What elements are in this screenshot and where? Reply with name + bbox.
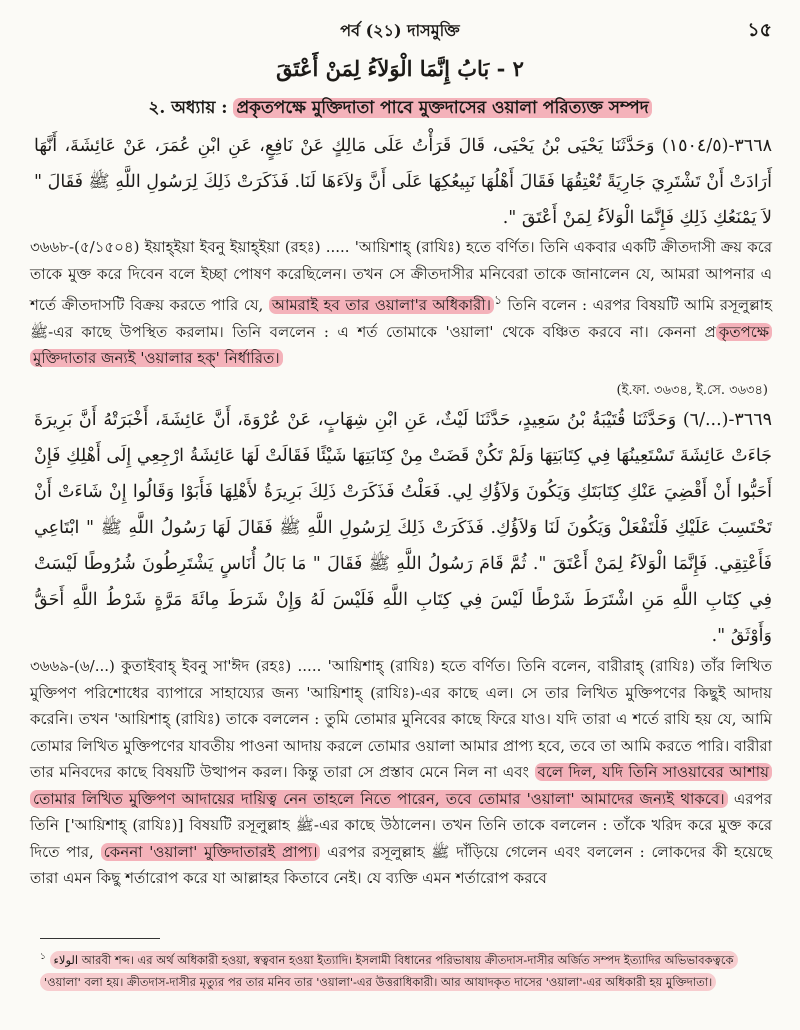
hadith-3668-reference: (ই.ফা. ৩৬৩৪, ই.সে. ৩৬৩৪) (616, 383, 768, 398)
hadith-3669-highlight-2: কেননা 'ওয়ালা' মুক্তিদাতারই প্রাপ্য। (101, 843, 321, 861)
chapter-number: ২. অধ্যায় : (148, 98, 228, 118)
hadith-3669-text-part1: ৩৬৬৯-(৬/...) কুতাইবাহ্ ইবনু সা'ঈদ (রহঃ) ..... 'আয়িশাহ্ (রাযিঃ) হতে বর্ণিত। তিনি বলেন, বারীরাহ্ (রাযিঃ) তাঁর লিখিত মুক্তিপণ পরিশোধের ব্যাপারে সাহায্যের জন্য 'আয়িশাহ্ (রাযিঃ)-এর কাছে এল। সে তার লিখিত মুক্তিপণের কিছুই আদায় করেনি। তখন 'আয়িশাহ্ (রাযিঃ) তাকে বললেন : তুমি তোমার মুনিবের কাছে ফিরে যাও। যদি তারা এ শর্তে রাযি হয় যে, আমি তোমার লিখিত মুক্তিপণের যাবতীয় পাওনা আদায় করলে তোমার ওয়ালা আমার প্রাপ্য হবে, তবে তা আমি করতে পারি। বারীরা তার মনিবদের কাছে বিষয়টি উত্থাপন করল। কিন্তু তারা সে প্রস্তাব মেনে নিল না এবং (30, 657, 772, 781)
hadith-3669-arabic: ٣٦٦٩-(.../٦) وَحَدَّثَنَا قُتَيْبَةُ بْنُ سَعِيدٍ، حَدَّثَنَا لَيْثٌ، عَنِ ابْنِ شِهَابٍ، عَنْ عُرْوَةَ، أَنَّ عَائِشَةَ، أَخْبَرَتْهُ أَنَّ بَرِيرَةَ جَاءَتْ عَائِشَةَ تَسْتَعِينُهَا فِي كِتَابَتِهَا وَلَمْ تَكُنْ قَضَتْ مِنْ كِتَابَتِهَا شَيْئًا فَقَالَتْ لَهَا عَائِشَةُ ارْجِعِي إِلَى أَهْلِكِ فَإِنْ أَحَبُّوا أَنْ أَقْضِيَ عَنْكِ كِتَابَتَكِ وَيَكُونَ وَلاَؤُكِ لِي. فَعَلْتُ فَذَكَرَتْ ذَلِكَ بَرِيرَةُ لأَهْلِهَا فَأَبَوْا وَقَالُوا إِنْ شَاءَتْ أَنْ تَحْتَسِبَ عَلَيْكِ فَلْتَفْعَلْ وَيَكُونَ لَنَا وَلاَؤُكِ. فَذَكَرَتْ ذَلِكَ لِرَسُولِ اللَّهِ ﷺ فَقَالَ لَهَا رَسُولُ اللَّهِ ﷺ " ابْتَاعِي فَأَعْتِقِي. فَإِنَّمَا الْوَلاَءُ لِمَنْ أَعْتَقَ ". ثُمَّ قَامَ رَسُولُ اللَّهِ ﷺ فَقَالَ " مَا بَالُ أُنَاسٍ يَشْتَرِطُونَ شُرُوطًا لَيْسَتْ فِي كِتَابِ اللَّهِ مَنِ اشْتَرَطَ شَرْطًا لَيْسَ فِي كِتَابِ اللَّهِ فَلَيْسَ لَهُ وَإِنْ شَرَطَ مِائَةَ مَرَّةٍ شَرْطُ اللَّهِ أَحَقُّ وَأَوْثَقُ ". (34, 410, 772, 646)
hadith-3669-highlight-1: বলে দিল, যদি তিনি সাওয়াবের আশায় তোমার লিখিত মুক্তিপণ আদায়ের দায়িত্ব নেন তাহলে নিতে পারেন, তবে তোমার 'ওয়ালা' আমাদের জন্যই থাকবে। (30, 763, 772, 808)
page-number: ১৫ (747, 19, 772, 41)
hadith-3669-bengali (30, 653, 772, 892)
hadith-3668-highlight-1: আমরাই হব তার ওয়ালা'র অধিকারী। (269, 296, 494, 314)
hadith-3668-arabic: ٣٦٦٨-(١٥٠٤/٥) وَحَدَّثَنَا يَحْيَى بْنُ يَحْيَى، قَالَ قَرَأْتُ عَلَى مَالِكٍ عَنْ نَافِعٍ، عَنِ ابْنِ عُمَرَ، عَنْ عَائِشَةَ، أَنَّهَا أَرَادَتْ أَنْ تَشْتَرِيَ جَارِيَةً تُعْتِقُهَا فَقَالَ أَهْلُهَا نَبِيعُكِهَا عَلَى أَنَّ وَلاَءَهَا لَنَا. فَذَكَرَتْ ذَلِكَ لِرَسُولِ اللَّهِ ﷺ فَقَالَ " لاَ يَمْنَعُكِ ذَلِكِ فَإِنَّمَا الْوَلاَءُ لِمَنْ أَعْتَقَ ". (34, 136, 772, 228)
chapter-heading-arabic: ٢ - بَابُ إِنَّمَا الْوَلاَءُ لِمَنْ أَعْتَقَ (276, 56, 524, 81)
footnote-reference: ১ (493, 292, 503, 307)
running-header (0, 14, 800, 44)
hadith-3668-bengali (30, 234, 772, 372)
footnote-mark: ১ (40, 952, 46, 962)
hadith-3669-text-part2: এরপর তিনি ['আয়িশাহ্ (রাযিঃ)] বিষয়টি রসূলুল্লাহ ﷺ-এর কাছে উঠালেন। তখন তিনি তাকে বললেন : তাঁকে খরিদ করে মুক্ত করে দিতে পার, (30, 789, 772, 861)
footnote (40, 946, 770, 993)
hadith-3669-text-part3: এরপর রসূলুল্লাহ ﷺ দাঁড়িয়ে গেলেন এবং বললেন : লোকদের কী হয়েছে তারা এমন কিছু শর্তারোপ করে যা আল্লাহর কিতাবে নেই। যে ব্যক্তি এমন শর্তারোপ করবে (30, 842, 772, 887)
hadith-3668-text-part1: ৩৬৬৮-(৫/১৫০৪) ইয়াহ্ইয়া ইবনু ইয়াহ্ইয়া (রহঃ) ..... 'আয়িশাহ্ (রাযিঃ) হতে বর্ণিত। তিনি একবার একটি ক্রীতদাসী ক্রয় করে তাকে মুক্ত করে দিবেন বলে ইচ্ছা পোষণ করেছিলেন। তখন সে ক্রীতদাসীর মনিবেরা তাকে জানালেন যে, আমরা আপনার এ শর্তে ক্রীতদাসটি বিক্রয় করতে পারি যে, (30, 238, 772, 314)
chapter-title-highlight: প্রকৃতপক্ষে মুক্তিদাতা পাবে মুক্তদাসের ওয়ালা পরিত্যক্ত সম্পদ (233, 98, 651, 118)
chapter-heading-bengali (20, 95, 780, 123)
hadith-3668-highlight-2: কৃতপক্ষে মুক্তিদাতার জন্যই 'ওয়ালার হক্' নির্ধারিত। (30, 323, 772, 368)
footnote-divider (40, 938, 160, 939)
hadith-3668-text-part2: তিনি বলেন : এরপর বিষয়টি আমি রসূলুল্লাহ ﷺ-এর কাছে উপস্থিত করলাম। তিনি বললেন : এ শর্ত তোমাকে 'ওয়ালা' থেকে বঞ্চিত করবে না। কেননা প্র (30, 296, 773, 341)
running-title: পর্ব (২১) দাসমুক্তি (340, 21, 460, 40)
footnote-text: الولاء আরবী শব্দ। এর অর্থ অধিকারী হওয়া, স্বত্ববান হওয়া ইত্যাদি। ইসলামী বিধানের পরিভাষায় ক্রীতদাস-দাসীর অর্জিত সম্পদ ইত্যাদির অভিভাবকত্বকে 'ওয়ালা' বলা হয়। ক্রীতদাস-দাসীর মৃত্যুর পর তার মনিব তার 'ওয়ালা'-এর উত্তরাধিকারী। আর আযাদকৃত দাসের 'ওয়ালা'-এর অধিকারী হয় মুক্তিদাতা। (40, 951, 738, 991)
